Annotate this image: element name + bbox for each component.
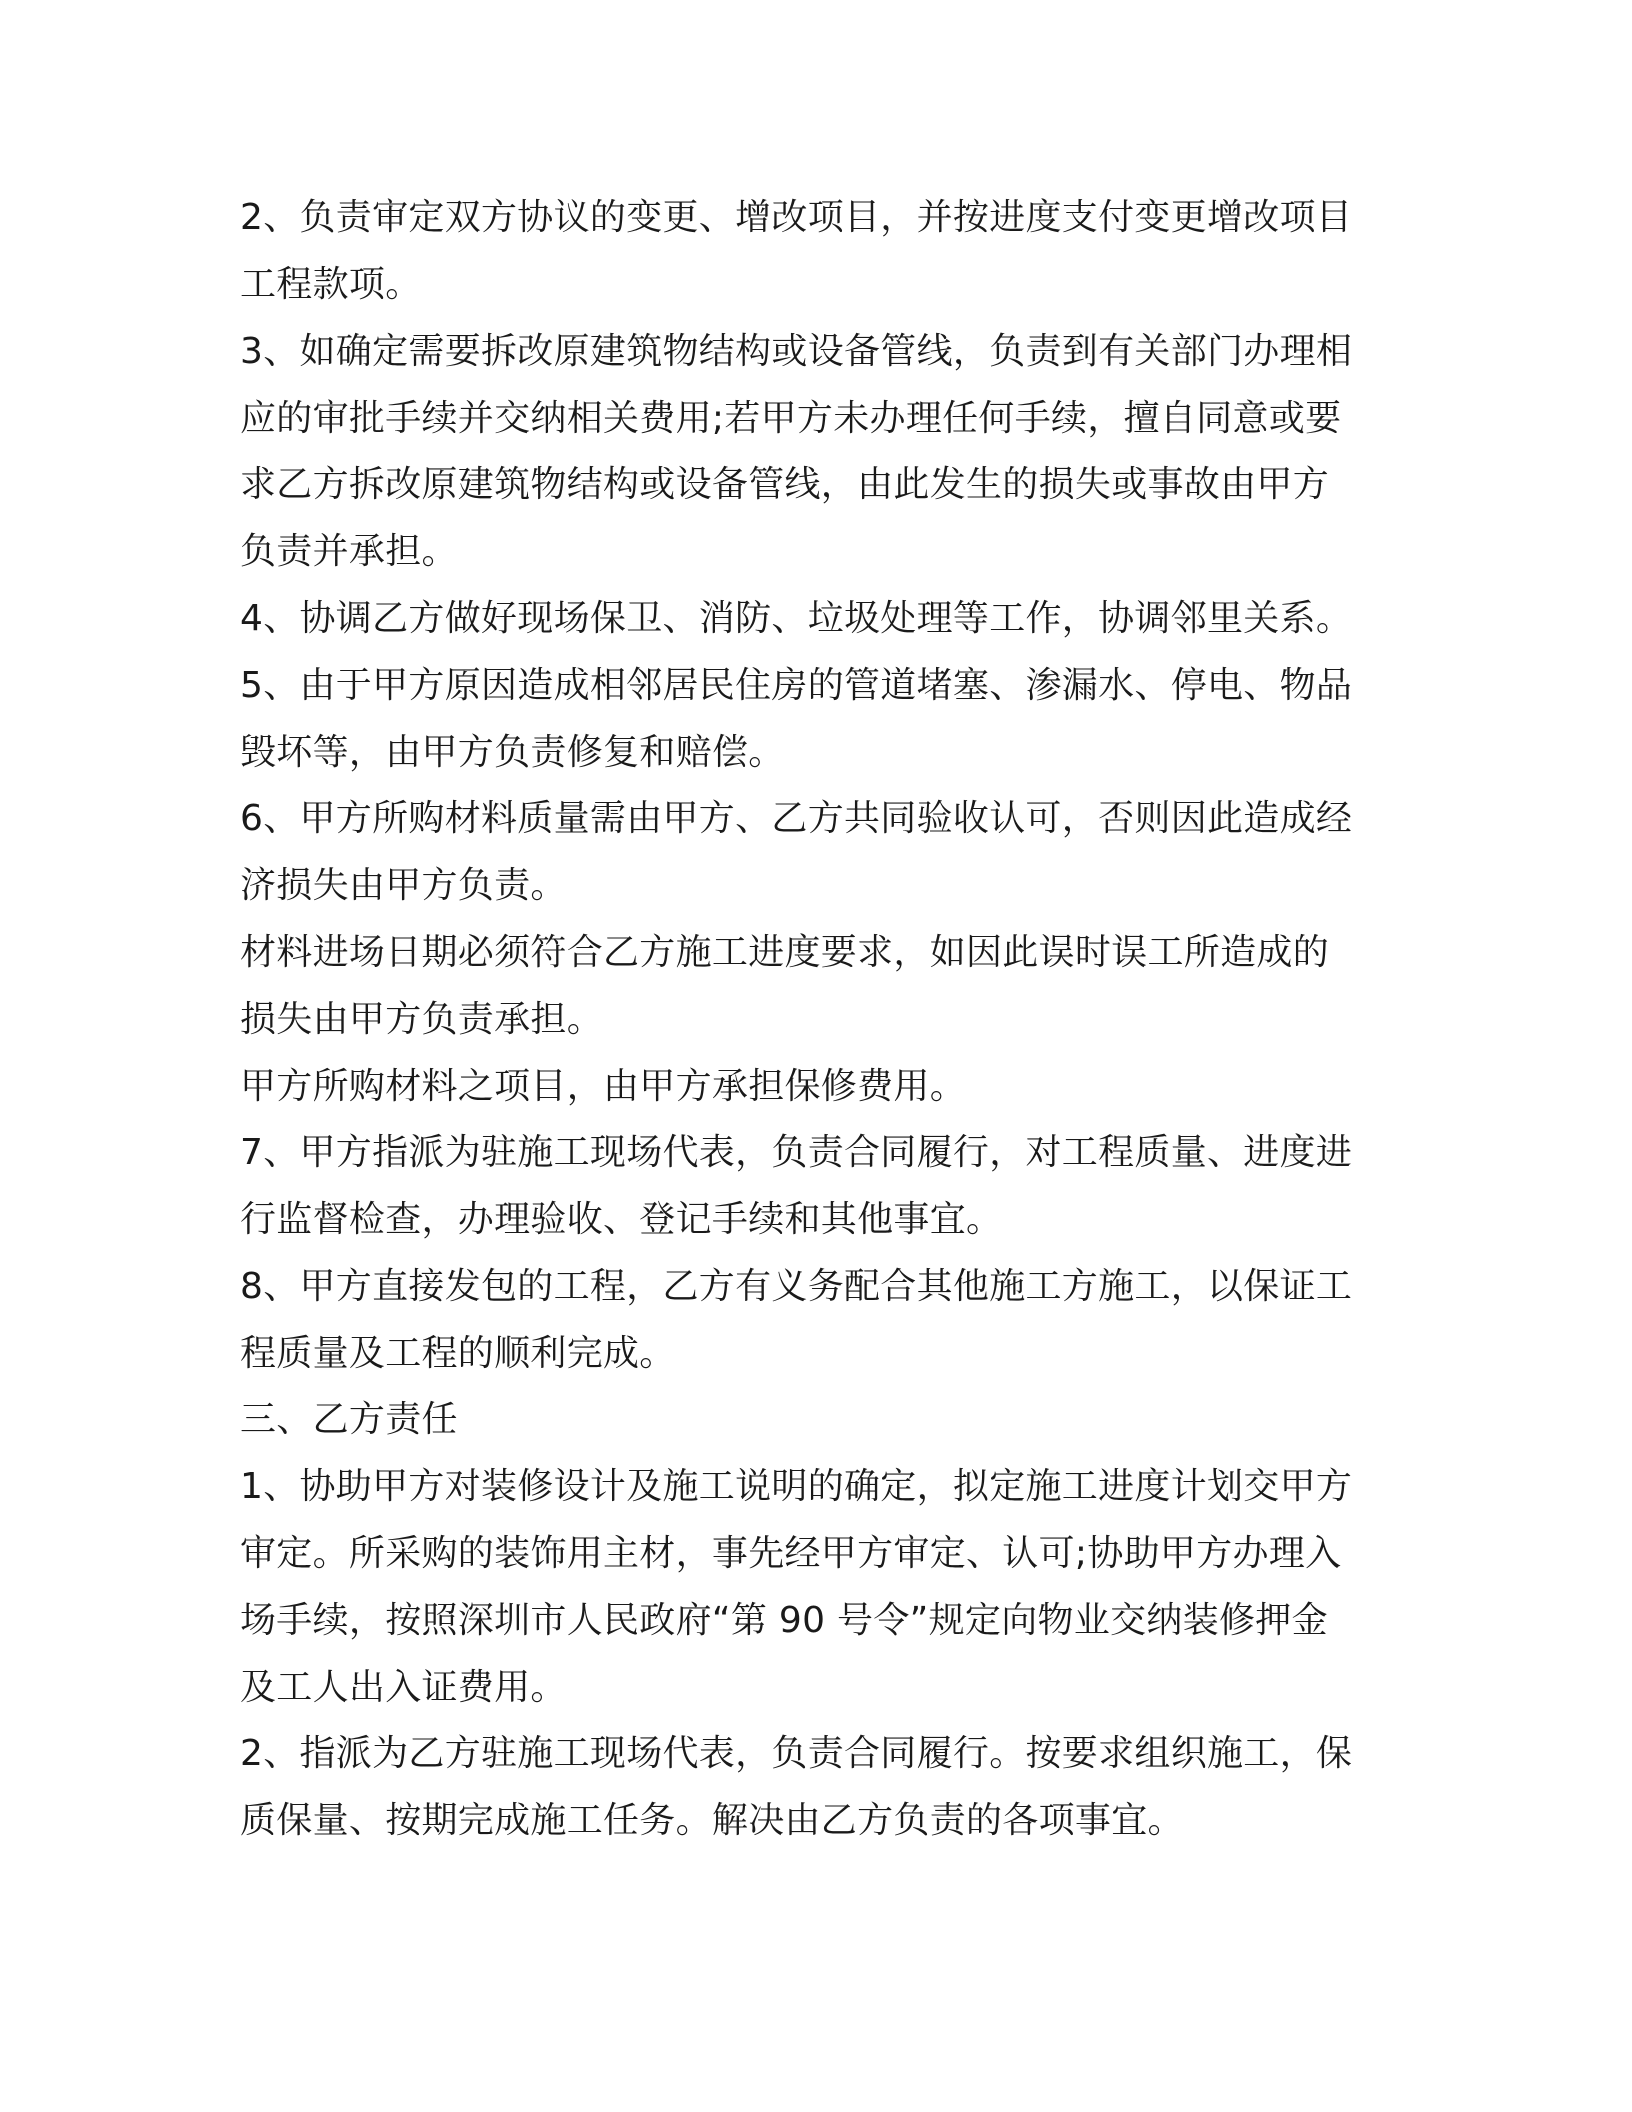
- text-line: 及工人出入证费用。: [240, 1667, 567, 1708]
- text-line: 审定。所采购的装饰用主材，事先经甲方审定、认可;协助甲方办理入: [240, 1533, 1342, 1574]
- text-line: 2、负责审定双方协议的变更、增改项目，并按进度支付变更增改项目: [240, 197, 1353, 238]
- text-line: 应的审批手续并交纳相关费用;若甲方未办理任何手续，擅自同意或要: [240, 398, 1342, 439]
- text-line: 负责并承担。: [240, 531, 458, 572]
- text-line: 2、指派为乙方驻施工现场代表，负责合同履行。按要求组织施工，保: [240, 1733, 1353, 1774]
- text-line: 程质量及工程的顺利完成。: [240, 1333, 676, 1374]
- text-line: 5、由于甲方原因造成相邻居民住房的管道堵塞、渗漏水、停电、物品: [240, 665, 1353, 706]
- text-line: 7、甲方指派为驻施工现场代表，负责合同履行，对工程质量、进度进: [240, 1132, 1353, 1173]
- text-line: 3、如确定需要拆改原建筑物结构或设备管线，负责到有关部门办理相: [240, 331, 1353, 372]
- text-line: 损失由甲方负责承担。: [240, 999, 604, 1040]
- text-line: 质保量、按期完成施工任务。解决由乙方负责的各项事宜。: [240, 1800, 1184, 1841]
- text-line: 4、协调乙方做好现场保卫、消防、垃圾处理等工作，协调邻里关系。: [240, 598, 1353, 639]
- text-line: 1、协助甲方对装修设计及施工说明的确定，拟定施工进度计划交甲方: [240, 1466, 1353, 1507]
- text-line: 8、甲方直接发包的工程，乙方有义务配合其他施工方施工，以保证工: [240, 1266, 1353, 1307]
- text-line: 济损失由甲方负责。: [240, 865, 567, 906]
- text-line: 求乙方拆改原建筑物结构或设备管线，由此发生的损失或事故由甲方: [240, 464, 1330, 505]
- section-heading: 三、乙方责任: [240, 1399, 458, 1440]
- text-line: 工程款项。: [240, 264, 422, 305]
- text-line: 场手续，按照深圳市人民政府“第 90 号令”规定向物业交纳装修押金: [240, 1600, 1328, 1641]
- text-line: 6、甲方所购材料质量需由甲方、乙方共同验收认可，否则因此造成经: [240, 798, 1353, 839]
- text-line: 行监督检查，办理验收、登记手续和其他事宜。: [240, 1199, 1003, 1240]
- text-line: 甲方所购材料之项目，由甲方承担保修费用。: [240, 1066, 967, 1107]
- text-line: 毁坏等，由甲方负责修复和赔偿。: [240, 732, 785, 773]
- text-line: 材料进场日期必须符合乙方施工进度要求，如因此误时误工所造成的: [240, 932, 1330, 973]
